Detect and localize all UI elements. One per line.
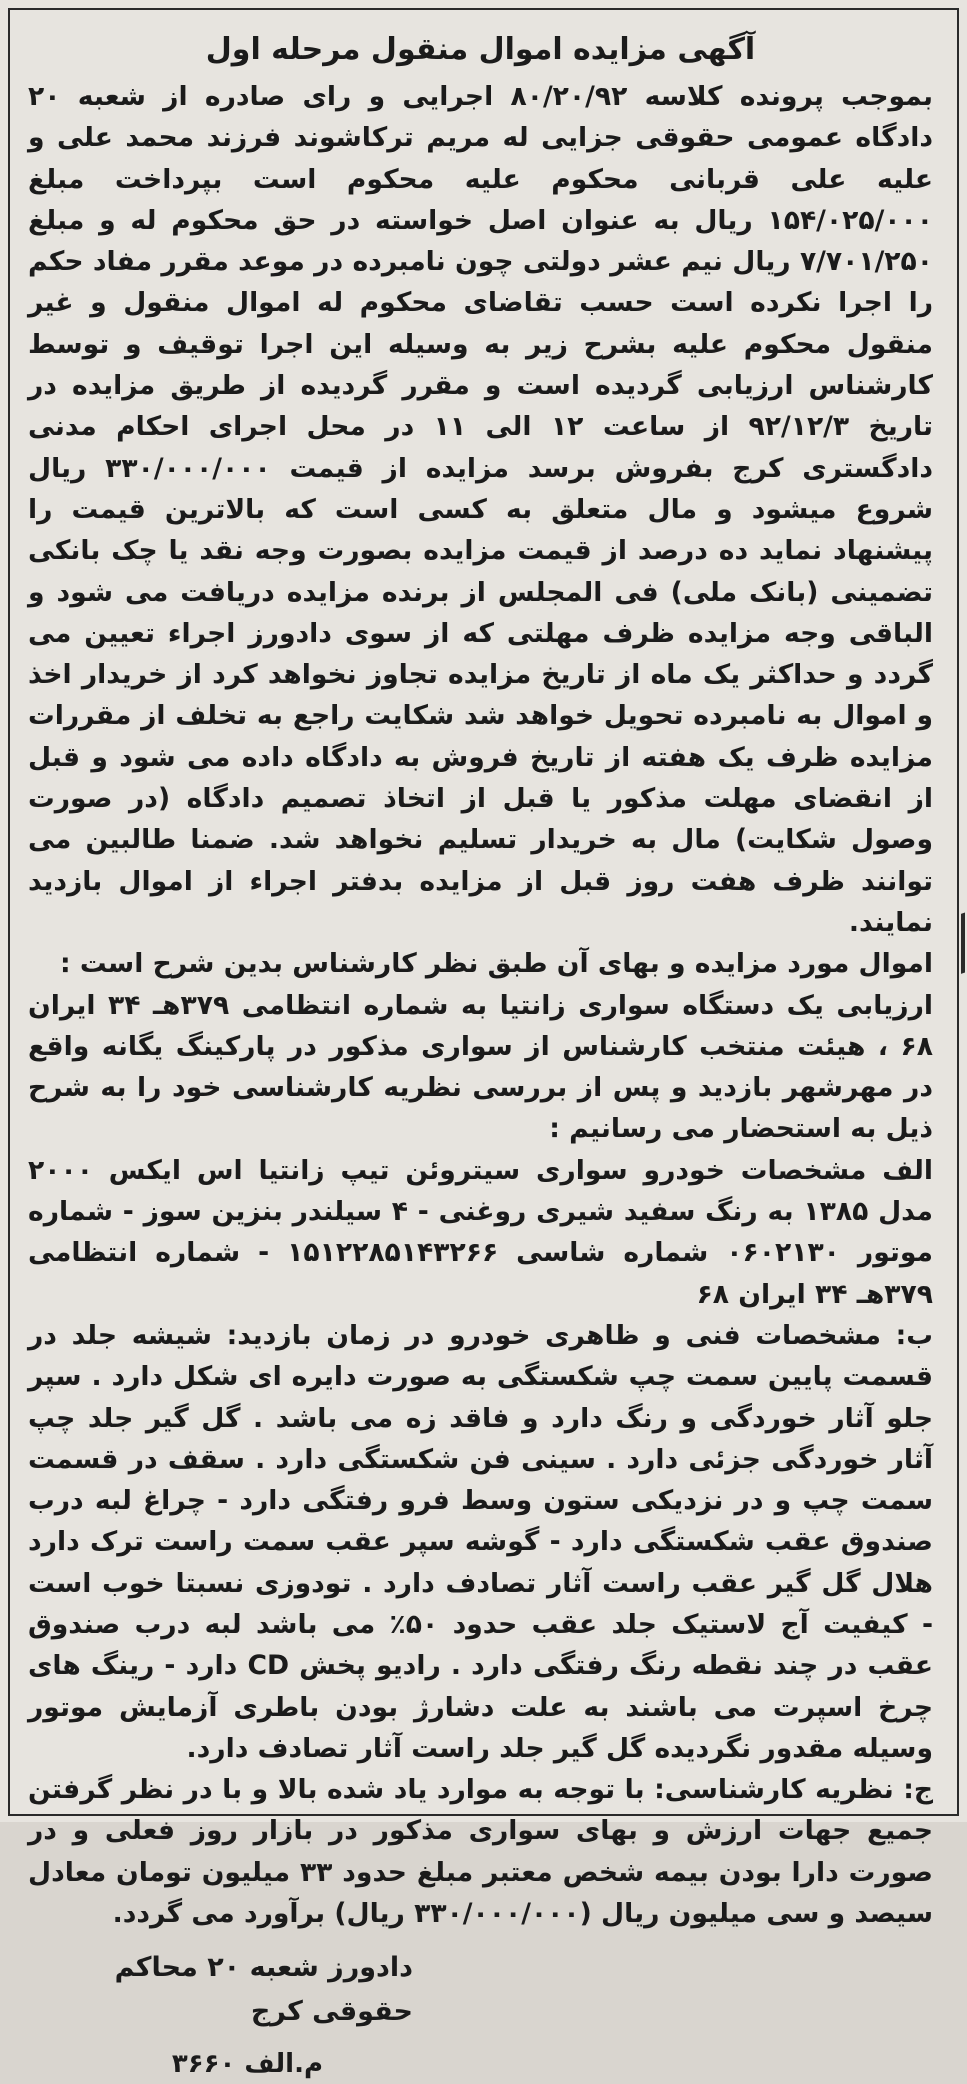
notice-paragraph-main: بموجب پرونده کلاسه ۸۰/۲۰/۹۲ اجرایی و رای صادره از شعبه ۲۰ دادگاه عمومی حقوقی جزایی له مریم ترکاشوند فرزند محمد علی و علیه علی قربانی محکوم علیه محکوم است بپرداخت مبلغ ۱۵۴/۰۲۵/۰۰۰ ریال به عنوان اصل خواسته در حق محکوم له و مبلغ ۷/۷۰۱/۲۵۰ ریال نیم عشر دولتی چون نامبرده در موعد مقرر مفاد حکم را اجرا نکرده است حسب تقاضای محکوم له اموال منقول و غیر منقول محکوم علیه بشرح زیر به وسیله این اجرا توقیف و توسط کارشناس ارزیابی گردیده است و مقرر گردیده از طریق مزایده در تاریخ ۹۲/۱۲/۳ از ساعت ۱۲ الی ۱۱ در محل اجرای احکام مدنی دادگستری کرج بفروش برسد مزایده از قیمت ۳۳۰/۰۰۰/۰۰۰ ریال شروع میشود و مال متعلق به کسی است که بالاترین قیمت را پیشنهاد نماید ده درصد از قیمت مزایده بصورت وجه نقد یا چک بانکی تضمینی (بانک ملی) فی المجلس از برنده مزایده دریافت می شود و الباقی وجه مزایده ظرف مهلتی که از سوی دادورز اجراء تعیین می گردد و حداکثر یک ماه از تاریخ مزایده تجاوز نخواهد کرد از خریدار اخذ و اموال به نامبرده تحویل خواهد شد شکایت راجع به تخلف از مقررات مزایده ظرف یک هفته از تاریخ فروش به دادگاه داده می شود و قبل از انقضای مهلت مذکور یا قبل از اتخاذ تصمیم دادگاه (در صورت وصول شکایت) مال به خریدار تسلیم نخواهد شد. ضمنا طالبین می توانند ظرف هفت روز قبل از مزایده بدفتر اجراء از اموال بازدید نمایند. bbox=[28, 81, 933, 938]
notice-body bbox=[28, 28, 934, 2080]
notice-signature: دادورز شعبه ۲۰ محاکم حقوقی کرج bbox=[114, 1952, 413, 2028]
notice-reference-code: م.الف ۳۶۶۰ bbox=[171, 2049, 323, 2080]
notice-paragraph-condition: ب: مشخصات فنی و ظاهری خودرو در زمان بازدید: شیشه جلد در قسمت پایین سمت چپ شکستگی به صورت دایره ای شکل دارد . سپر جلو آثار خوردگی و رنگ دارد و فاقد زه می باشد . گل گیر جلد چپ آثار خوردگی جزئی دارد . سینی فن شکستگی دارد . سقف در قسمت سمت چپ و در نزدیکی ستون وسط فرو رفتگی دارد - چراغ لبه درب صندوق عقب شکستگی دارد - گوشه سپر عقب سمت راست ترک دارد هلال گل گیر عقب راست آثار تصادف دارد . تودوزی نسبتا خوب است - کیفیت آج لاستیک جلد عقب حدود ۵۰٪ می باشد لبه درب صندوق عقب در چند نقطه رنگ رفتگی دارد . رادیو پخش CD دارد - رینگ های چرخ اسپرت می باشند به علت دشارژ بودن باطری آزمایش موتور وسیله مقدور نگردیده گل گیر جلد راست آثار تصادف دارد. bbox=[28, 1319, 933, 1764]
notice-paragraph-items-intro: اموال مورد مزایده و بهای آن طبق نظر کارشناس بدین شرح است : bbox=[60, 948, 933, 980]
notice-paragraph-vehicle-specs: الف مشخصات خودرو سواری سیتروئن تیپ زانتیا اس ایکس ۲۰۰۰ مدل ۱۳۸۵ به رنگ سفید شیری روغنی - ۴ سیلندر بنزین سوز - شماره موتور ۰۶۰۲۱۳۰ شماره شاسی ۱۵۱۲۲۸۵۱۴۳۲۶۶ - شماره انتظامی ۳۷۹هـ ۳۴ ایران ۶۸ bbox=[28, 1154, 934, 1310]
notice-paragraph-expert-opinion: ج: نظریه کارشناسی: با توجه به موارد یاد شده بالا و با در نظر گرفتن جمیع جهات ارزش و بهای سواری مذکور در بازار روز فعلی و در صورت دارا بودن بیمه شخص معتبر مبلغ حدود ۳۳ میلیون تومان معادل سیصد و سی میلیون ریال (۳۳۰/۰۰۰/۰۰۰ ریال) برآورد می گردد. bbox=[28, 1774, 934, 1930]
notice-paragraph-appraisal: ارزیابی یک دستگاه سواری زانتیا به شماره انتظامی ۳۷۹هـ ۳۴ ایران ۶۸ ، هیئت منتخب کارشناس از سواری مذکور در پارکینگ یگانه واقع در مهرشهر بازدید و پس از بررسی نظریه کارشناسی خود را به شرح ذیل به استحضار می رسانیم : bbox=[28, 989, 933, 1145]
notice-title: آگهی مزایده اموال منقول مرحله اول bbox=[205, 32, 756, 67]
margin-pen-mark bbox=[951, 912, 965, 977]
